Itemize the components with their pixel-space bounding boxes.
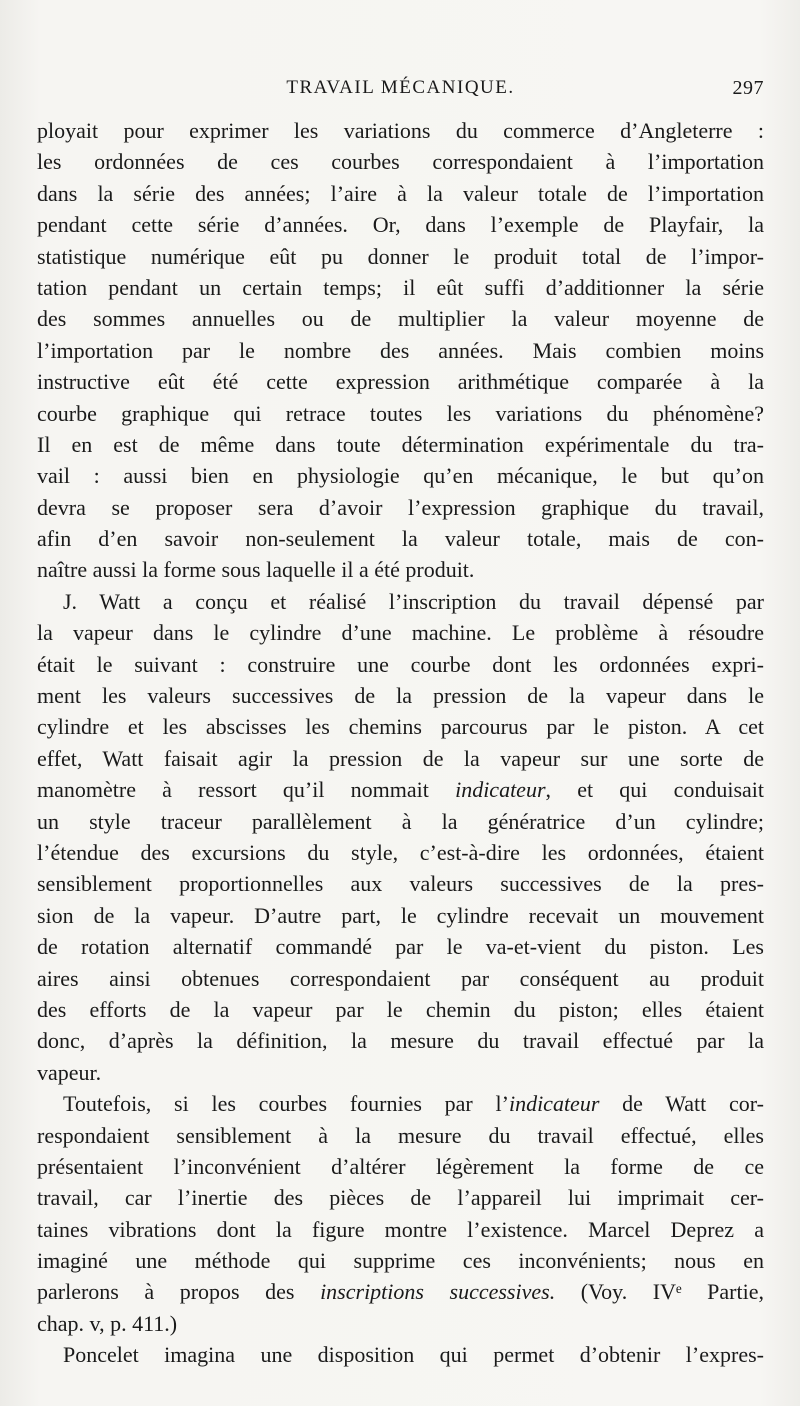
text-line <box>37 1088 764 1119</box>
text-line: pendant cette série d’années. Or, dans l’exemple de Playfair, la <box>37 212 764 238</box>
text-line: les ordonnées de ces courbes correspondaient à l’importation <box>37 149 764 175</box>
text-line <box>37 774 764 805</box>
text-line: chap. v, p. 411.) <box>37 1310 178 1336</box>
running-head: TRAVAIL MÉCANIQUE. <box>286 77 515 98</box>
text-line: donc, d’après la définition, la mesure du travail effectué par la <box>37 1028 764 1054</box>
text-line: la vapeur dans le cylindre d’une machine. Le problème à résoudre <box>37 620 764 646</box>
text-line: ployait pour exprimer les variations du commerce d’Angleterre : <box>37 118 764 143</box>
text-line: taines vibrations dont la figure montre l’existence. Marcel Deprez a <box>37 1216 764 1242</box>
text-line: Il en est de même dans toute détermination expérimentale du tra- <box>37 431 764 457</box>
text-line: statistique numérique eût pu donner le produit total de l’impor- <box>37 243 764 269</box>
text-line: travail, car l’inertie des pièces de l’appareil lui imprimait cer- <box>37 1185 764 1211</box>
paragraph-1 <box>37 115 764 586</box>
text-line: devra se proposer sera d’avoir l’expression graphique du travail, <box>37 494 764 520</box>
text-line: vail : aussi bien en physiologie qu’en mécanique, le but qu’on <box>37 463 764 489</box>
text-segment: de Watt cor- <box>599 1091 764 1117</box>
text-line: l’importation par le nombre des années. Mais combien moins <box>37 337 764 363</box>
paragraph-4 <box>37 1339 764 1370</box>
paragraph-2 <box>37 586 764 1088</box>
text-line: sion de la vapeur. D’autre part, le cylindre recevait un mouvement <box>37 902 764 928</box>
text-line: ment les valeurs successives de la pression de la vapeur dans le <box>37 683 764 709</box>
text-line: l’étendue des excursions du style, c’est-à-dire les ordonnées, étaient <box>37 839 764 865</box>
text-line: tation pendant un certain temps; il eût suffi d’additionner la série <box>37 274 764 300</box>
text-line: vapeur. <box>37 1059 102 1085</box>
italic-term: inscriptions successives. <box>320 1279 556 1305</box>
text-line: sensiblement proportionnelles aux valeurs successives de la pres- <box>37 871 764 897</box>
text-segment: , et qui conduisait <box>545 777 764 803</box>
text-segment: parlerons à propos des <box>37 1279 295 1305</box>
text-line: aires ainsi obtenues correspondaient par conséquent au produit <box>37 965 764 991</box>
text-segment: manomètre à ressort qu’il nommait <box>37 777 429 803</box>
text-line: dans la série des années; l’aire à la valeur totale de l’importation <box>37 180 764 206</box>
text-line: imaginé une méthode qui supprime ces inconvénients; nous en <box>37 1248 764 1274</box>
text-line: courbe graphique qui retrace toutes les variations du phénomène? <box>37 400 764 426</box>
text-line: respondaient sensiblement à la mesure du travail effectué, elles <box>37 1122 764 1148</box>
paragraph-3 <box>37 1088 764 1339</box>
text-line: était le suivant : construire une courbe dont les ordonnées expri- <box>37 651 764 677</box>
text-line: des efforts de la vapeur par le chemin du piston; elles étaient <box>37 996 764 1022</box>
text-segment: (Voy. IVᵉ Partie, <box>555 1279 764 1305</box>
text-line: de rotation alternatif commandé par le va-et-vient du piston. Les <box>37 934 764 960</box>
italic-term: indicateur <box>508 1091 600 1117</box>
text-line: Poncelet imagina une disposition qui permet d’obtenir l’expres- <box>63 1342 764 1368</box>
text-line: des sommes annuelles ou de multiplier la valeur moyenne de <box>37 306 764 332</box>
text-line: cylindre et les abscisses les chemins parcourus par le piston. A cet <box>37 714 764 740</box>
text-line: instructive eût été cette expression arithmétique comparée à la <box>37 369 764 395</box>
page-number: 297 <box>732 77 764 99</box>
text-segment: Toutefois, si les courbes fournies par l’ <box>63 1091 509 1117</box>
body-text <box>37 115 764 1371</box>
text-line: naître aussi la forme sous laquelle il a été produit. <box>37 557 475 583</box>
page-header <box>37 74 764 102</box>
text-line: effet, Watt faisait agir la pression de la vapeur sur une sorte de <box>37 745 764 771</box>
text-line <box>37 1276 764 1307</box>
text-line: J. Watt a conçu et réalisé l’inscription du travail dépensé par <box>63 588 764 614</box>
text-line: un style traceur parallèlement à la génératrice d’un cylindre; <box>37 808 764 834</box>
text-line: afin d’en savoir non-seulement la valeur totale, mais de con- <box>37 526 764 552</box>
italic-term: indicateur <box>455 777 546 803</box>
text-line: présentaient l’inconvénient d’altérer légèrement la forme de ce <box>37 1153 764 1179</box>
